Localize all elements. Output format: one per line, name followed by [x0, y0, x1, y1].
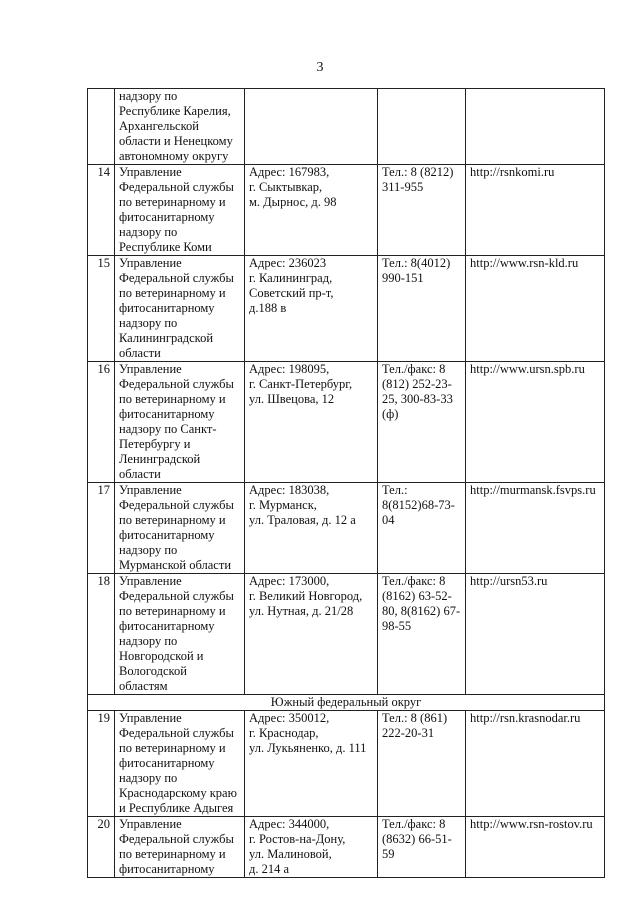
- office-url[interactable]: http://www.ursn.spb.ru: [466, 362, 605, 483]
- row-number: 20: [88, 817, 115, 878]
- table-row: [88, 817, 605, 878]
- office-url[interactable]: [466, 89, 605, 165]
- office-name: Управление Федеральной службы по ветеринарному и фитосанитарному надзору по Краснодарскому краю и Республике Адыгея: [115, 711, 245, 817]
- office-url[interactable]: http://www.rsn-rostov.ru: [466, 817, 605, 878]
- office-phone: Тел.: 8(8152)68-73- 04: [378, 483, 466, 574]
- office-address: Адрес: 167983, г. Сыктывкар, м. Дырнос, д. 98: [245, 165, 378, 256]
- table-row: [88, 574, 605, 695]
- row-number: 16: [88, 362, 115, 483]
- row-number: 15: [88, 256, 115, 362]
- office-address: Адрес: 344000, г. Ростов-на-Дону, ул. Малиновой, д. 214 а: [245, 817, 378, 878]
- table-row: [88, 89, 605, 165]
- office-name: Управление Федеральной службы по ветеринарному и фитосанитарному надзору по Новгородской и Вологодской областям: [115, 574, 245, 695]
- office-url[interactable]: http://rsn.krasnodar.ru: [466, 711, 605, 817]
- table-row: [88, 256, 605, 362]
- table-row: [88, 711, 605, 817]
- office-address: Адрес: 236023 г. Калининград, Советский пр-т, д.188 в: [245, 256, 378, 362]
- office-name: Управление Федеральной службы по ветеринарному и фитосанитарному надзору по Калининградской области: [115, 256, 245, 362]
- row-number: 19: [88, 711, 115, 817]
- office-name: Управление Федеральной службы по ветеринарному и фитосанитарному надзору по Республике Коми: [115, 165, 245, 256]
- table-row: [88, 165, 605, 256]
- office-name: Управление Федеральной службы по ветеринарному и фитосанитарному надзору по Мурманской области: [115, 483, 245, 574]
- office-name: Управление Федеральной службы по ветеринарному и фитосанитарному: [115, 817, 245, 878]
- row-number: 18: [88, 574, 115, 695]
- office-url[interactable]: http://ursn53.ru: [466, 574, 605, 695]
- office-phone: Тел./факс: 8 (8632) 66-51-59: [378, 817, 466, 878]
- offices-table: [87, 88, 605, 878]
- table-row: [88, 362, 605, 483]
- row-number: 14: [88, 165, 115, 256]
- row-number: 17: [88, 483, 115, 574]
- section-heading: Южный федеральный округ: [88, 695, 605, 711]
- office-address: Адрес: 350012, г. Краснодар, ул. Лукьяненко, д. 111: [245, 711, 378, 817]
- office-phone: Тел.: 8 (8212) 311-955: [378, 165, 466, 256]
- office-url[interactable]: http://murmansk.fsvps.ru: [466, 483, 605, 574]
- office-phone: Тел.: 8 (861) 222-20-31: [378, 711, 466, 817]
- office-url[interactable]: http://rsnkomi.ru: [466, 165, 605, 256]
- office-address: Адрес: 173000, г. Великий Новгород, ул. Нутная, д. 21/28: [245, 574, 378, 695]
- office-url[interactable]: http://www.rsn-kld.ru: [466, 256, 605, 362]
- page-number: 3: [316, 60, 324, 75]
- office-address: Адрес: 183038, г. Мурманск, ул. Траловая, д. 12 а: [245, 483, 378, 574]
- office-phone: Тел./факс: 8 (8162) 63-52- 80, 8(8162) 67- 98-55: [378, 574, 466, 695]
- office-name: Управление Федеральной службы по ветеринарному и фитосанитарному надзору по Санкт- Петербургу и Ленинградской области: [115, 362, 245, 483]
- section-row: [88, 695, 605, 711]
- office-phone: Тел.: 8(4012) 990-151: [378, 256, 466, 362]
- office-name: надзору по Республике Карелия, Архангельской области и Ненецкому автономному округу: [115, 89, 245, 165]
- office-address: Адрес: 198095, г. Санкт-Петербург, ул. Швецова, 12: [245, 362, 378, 483]
- office-phone: Тел./факс: 8 (812) 252-23- 25, 300-83-33 (ф): [378, 362, 466, 483]
- table-row: [88, 483, 605, 574]
- office-phone: [378, 89, 466, 165]
- row-number: [88, 89, 115, 165]
- office-address: [245, 89, 378, 165]
